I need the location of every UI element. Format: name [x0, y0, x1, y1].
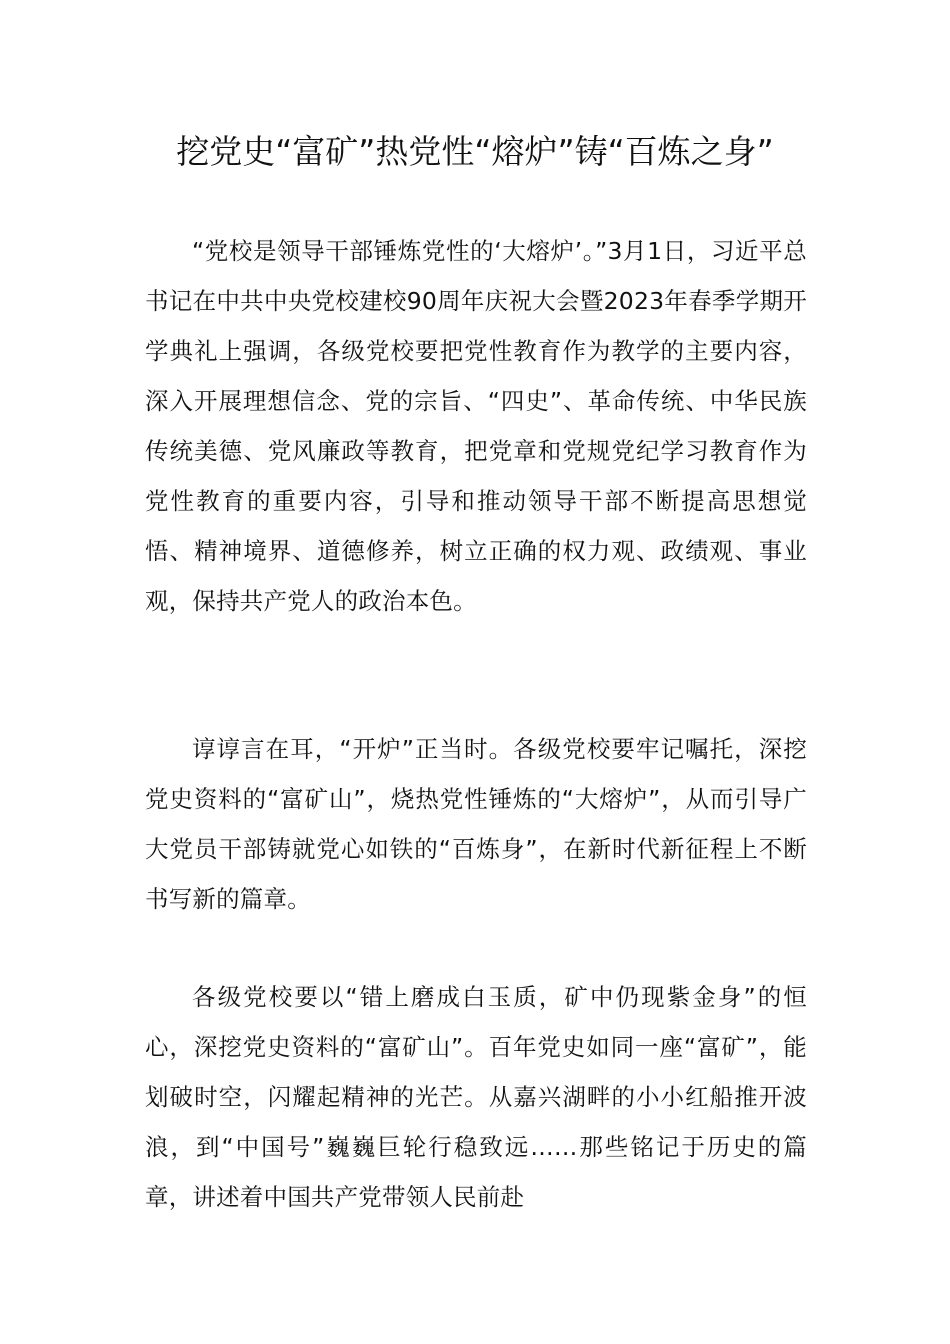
paragraph-3: 各级党校要以“错上磨成白玉质，矿中仍现紫金身”的恒心，深挖党史资料的“富矿山”。百年党史如同一座“富矿”，能划破时空，闪耀起精神的光芒。从嘉兴湖畔的小小红船推开波浪，到“中国号”巍巍巨轮行稳致远……那些铭记于历史的篇章，讲述着中国共产党带领人民前赴	[145, 983, 807, 1211]
document-title: 挖党史“富矿”热党性“熔炉”铸“百炼之身”	[176, 132, 774, 171]
paragraph-2: 谆谆言在耳，“开炉”正当时。各级党校要牢记嘱托，深挖党史资料的“富矿山”，烧热党性锤炼的“大熔炉”，从而引导广大党员干部铸就党心如铁的“百炼身”，在新时代新征程上不断书写新的篇章。	[145, 735, 807, 913]
paragraph-1: “党校是领导干部锤炼党性的‘大熔炉’。”3月1日，习近平总书记在中共中央党校建校90周年庆祝大会暨2023年春季学期开学典礼上强调，各级党校要把党性教育作为教学的主要内容，深入开展理想信念、党的宗旨、“四史”、革命传统、中华民族传统美德、党风廉政等教育，把党章和党规党纪学习教育作为党性教育的重要内容，引导和推动领导干部不断提高思想觉悟、精神境界、道德修养，树立正确的权力观、政绩观、事业观，保持共产党人的政治本色。	[145, 237, 807, 615]
